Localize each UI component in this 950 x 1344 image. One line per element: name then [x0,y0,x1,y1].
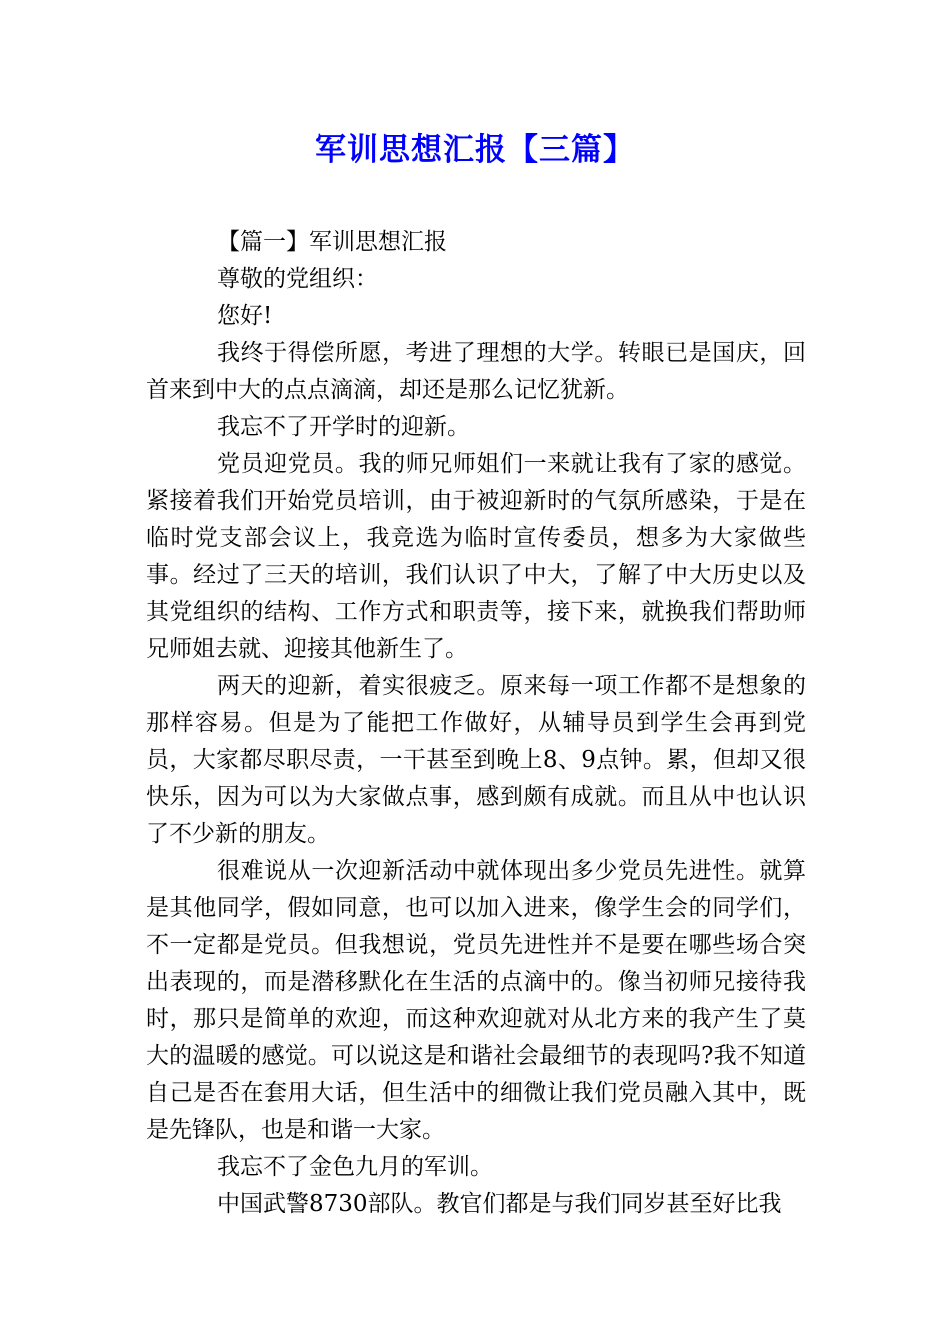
paragraph: 我终于得偿所愿，考进了理想的大学。转眼已是国庆，回首来到中大的点点滴滴，却还是那么记忆犹新。 [146,340,806,403]
document-title: 军训思想汇报【三篇】 [315,132,635,168]
document-body [146,224,806,1223]
section-heading: 【篇一】军训思想汇报 [217,229,447,255]
greeting: 您好! [217,303,273,329]
paragraph: 很难说从一次迎新活动中就体现出多少党员先进性。就算是其他同学，假如同意，也可以加入进来，像学生会的同学们，不一定都是党员。但我想说，党员先进性并不是要在哪些场合突出表现的，而是潜移默化在生活的点滴中的。像当初师兄接待我时，那只是简单的欢迎，而这种欢迎就对从北方来的我产生了莫大的温暖的感觉。可以说这是和谐社会最细节的表现吗?我不知道自己是否在套用大话，但生活中的细微让我们党员融入其中，既是先锋队，也是和谐一大家。 [146,858,806,1143]
paragraph: 我忘不了金色九月的军训。 [217,1154,493,1180]
paragraph: 中国武警8730部队。教官们都是与我们同岁甚至好比我 [217,1191,782,1217]
paragraph: 两天的迎新，着实很疲乏。原来每一项工作都不是想象的那样容易。但是为了能把工作做好，从辅导员到学生会再到党员，大家都尽职尽责，一干甚至到晚上8、9点钟。累，但却又很快乐，因为可以为大家做点事，感到颇有成就。而且从中也认识了不少新的朋友。 [146,673,806,847]
paragraph: 我忘不了开学时的迎新。 [217,414,470,440]
paragraph: 党员迎党员。我的师兄师姐们一来就让我有了家的感觉。紧接着我们开始党员培训，由于被迎新时的气氛所感染，于是在临时党支部会议上，我竞选为临时宣传委员，想多为大家做些事。经过了三天的培训，我们认识了中大，了解了中大历史以及其党组织的结构、工作方式和职责等，接下来，就换我们帮助师兄师姐去就、迎接其他新生了。 [146,451,806,662]
salutation: 尊敬的党组织： [217,266,378,292]
